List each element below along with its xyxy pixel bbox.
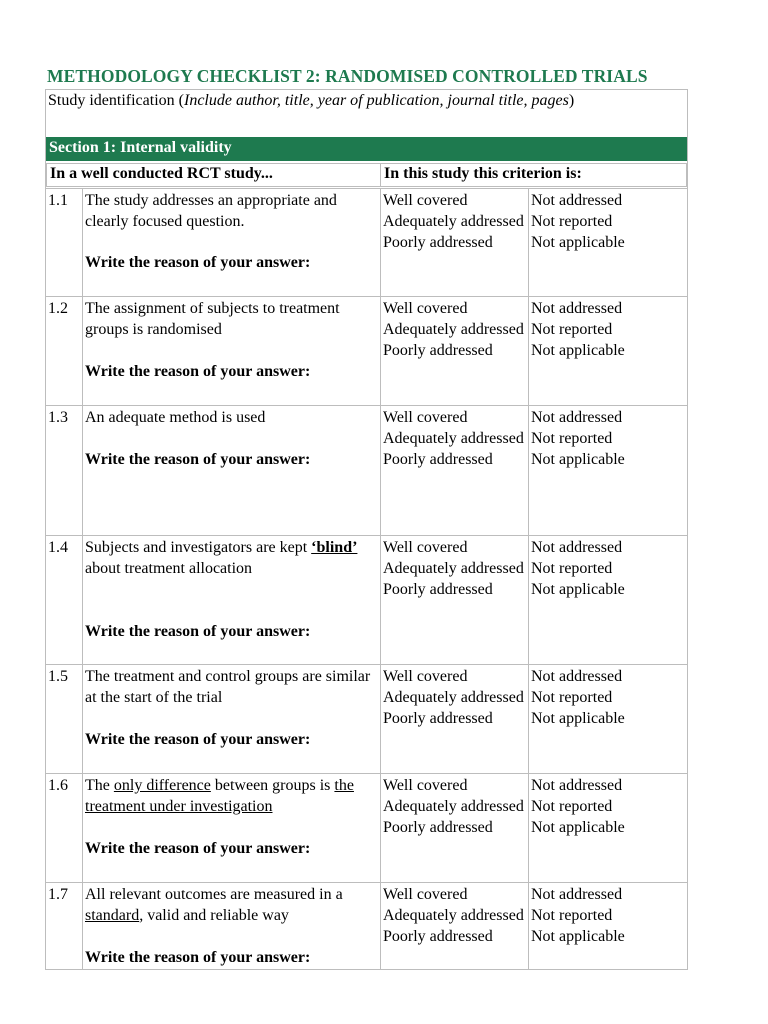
options-quality xyxy=(380,297,528,406)
item-text: The assignment of subjects to treatment groups is randomised xyxy=(85,300,340,338)
item-number: 1.6 xyxy=(48,777,68,794)
option-poorly-addressed: Poorly addressed xyxy=(383,928,493,945)
option-poorly-addressed: Poorly addressed xyxy=(383,342,493,359)
option-not-reported: Not reported xyxy=(531,907,613,924)
option-adequately-addressed: Adequately addressed xyxy=(383,321,524,338)
page-title: METHODOLOGY CHECKLIST 2: RANDOMISED CONTROLLED TRIALS xyxy=(47,66,648,86)
item-text: The xyxy=(85,777,114,794)
option-well-covered: Well covered xyxy=(383,300,468,317)
item-text-emphasis: ‘blind’ xyxy=(311,539,358,556)
option-not-reported: Not reported xyxy=(531,689,613,706)
options-missing xyxy=(528,536,687,665)
options-missing xyxy=(528,297,687,406)
item-text: Subjects and investigators are kept xyxy=(85,539,312,556)
reason-label: Write the reason of your answer: xyxy=(85,949,311,966)
item-text-emphasis: only difference xyxy=(113,777,211,794)
option-adequately-addressed: Adequately addressed xyxy=(383,430,524,447)
options-missing xyxy=(528,189,687,297)
options-missing xyxy=(528,665,687,774)
study-identification xyxy=(48,92,574,110)
option-not-applicable: Not applicable xyxy=(531,928,625,945)
option-not-addressed: Not addressed xyxy=(531,886,623,903)
item-text: between groups is xyxy=(210,777,335,794)
option-not-addressed: Not addressed xyxy=(531,777,623,794)
item-number: 1.2 xyxy=(48,300,68,317)
option-not-addressed: Not addressed xyxy=(531,300,623,317)
assessment-header: In this study this criterion is: xyxy=(380,163,687,187)
item-text: All relevant outcomes are measured in a xyxy=(85,886,343,903)
option-not-applicable: Not applicable xyxy=(531,581,625,598)
table-row xyxy=(46,664,687,774)
option-poorly-addressed: Poorly addressed xyxy=(383,819,493,836)
reason-label: Write the reason of your answer: xyxy=(85,363,311,380)
table-row xyxy=(46,773,687,883)
option-not-applicable: Not applicable xyxy=(531,819,625,836)
option-not-addressed: Not addressed xyxy=(531,192,623,209)
item-question xyxy=(82,536,380,665)
item-number: 1.1 xyxy=(48,192,68,209)
option-not-applicable: Not applicable xyxy=(531,234,625,251)
item-number: 1.3 xyxy=(48,409,68,426)
option-well-covered: Well covered xyxy=(383,777,468,794)
option-well-covered: Well covered xyxy=(383,539,468,556)
option-well-covered: Well covered xyxy=(383,409,468,426)
option-well-covered: Well covered xyxy=(383,192,468,209)
option-adequately-addressed: Adequately addressed xyxy=(383,907,524,924)
item-text: , valid and reliable way xyxy=(139,907,289,924)
option-adequately-addressed: Adequately addressed xyxy=(383,560,524,577)
item-number: 1.5 xyxy=(48,668,68,685)
item-text: The treatment and control groups are similar at the start of the trial xyxy=(85,668,371,706)
table-row xyxy=(46,188,687,297)
options-quality xyxy=(380,774,528,883)
option-well-covered: Well covered xyxy=(383,668,468,685)
option-poorly-addressed: Poorly addressed xyxy=(383,710,493,727)
section-header: Section 1: Internal validity xyxy=(46,137,687,161)
item-question xyxy=(82,665,380,774)
options-quality xyxy=(380,665,528,774)
option-not-applicable: Not applicable xyxy=(531,710,625,727)
option-poorly-addressed: Poorly addressed xyxy=(383,581,493,598)
study-identification-label: Study identification ( xyxy=(48,92,184,109)
item-question xyxy=(82,189,380,297)
option-not-reported: Not reported xyxy=(531,798,613,815)
table-row xyxy=(46,535,687,665)
options-missing xyxy=(528,774,687,883)
options-quality xyxy=(380,883,528,970)
reason-label: Write the reason of your answer: xyxy=(85,731,311,748)
option-not-reported: Not reported xyxy=(531,213,613,230)
option-not-applicable: Not applicable xyxy=(531,342,625,359)
option-well-covered: Well covered xyxy=(383,886,468,903)
item-question xyxy=(82,297,380,406)
study-identification-close: ) xyxy=(568,92,575,109)
item-text: An adequate method is used xyxy=(85,409,266,426)
table-row xyxy=(46,405,687,536)
reason-label: Write the reason of your answer: xyxy=(85,840,311,857)
option-not-reported: Not reported xyxy=(531,430,613,447)
reason-label: Write the reason of your answer: xyxy=(85,623,311,640)
study-identification-hint: Include author, title, year of publication, journal title, pages xyxy=(183,92,569,109)
item-text: The study addresses an appropriate and clearly focused question. xyxy=(85,192,337,230)
item-number: 1.7 xyxy=(48,886,68,903)
option-not-addressed: Not addressed xyxy=(531,539,623,556)
table-row xyxy=(46,296,687,406)
options-quality xyxy=(380,189,528,297)
criterion-header: In a well conducted RCT study... xyxy=(46,163,381,187)
option-poorly-addressed: Poorly addressed xyxy=(383,451,493,468)
option-not-reported: Not reported xyxy=(531,560,613,577)
option-not-addressed: Not addressed xyxy=(531,409,623,426)
item-question xyxy=(82,774,380,883)
option-adequately-addressed: Adequately addressed xyxy=(383,213,524,230)
item-question xyxy=(82,406,380,536)
option-not-addressed: Not addressed xyxy=(531,668,623,685)
options-missing xyxy=(528,883,687,970)
item-text-emphasis: standard xyxy=(85,907,140,924)
item-text: about treatment allocation xyxy=(85,560,253,577)
table-row xyxy=(46,882,687,970)
options-quality xyxy=(380,536,528,665)
option-poorly-addressed: Poorly addressed xyxy=(383,234,493,251)
option-not-reported: Not reported xyxy=(531,321,613,338)
options-missing xyxy=(528,406,687,536)
item-question xyxy=(82,883,380,970)
option-not-applicable: Not applicable xyxy=(531,451,625,468)
options-quality xyxy=(380,406,528,536)
option-adequately-addressed: Adequately addressed xyxy=(383,798,524,815)
item-text-emphasis: the treatment under investigation xyxy=(85,777,354,815)
option-adequately-addressed: Adequately addressed xyxy=(383,689,524,706)
reason-label: Write the reason of your answer: xyxy=(85,451,311,468)
item-number: 1.4 xyxy=(48,539,68,556)
reason-label: Write the reason of your answer: xyxy=(85,254,311,271)
